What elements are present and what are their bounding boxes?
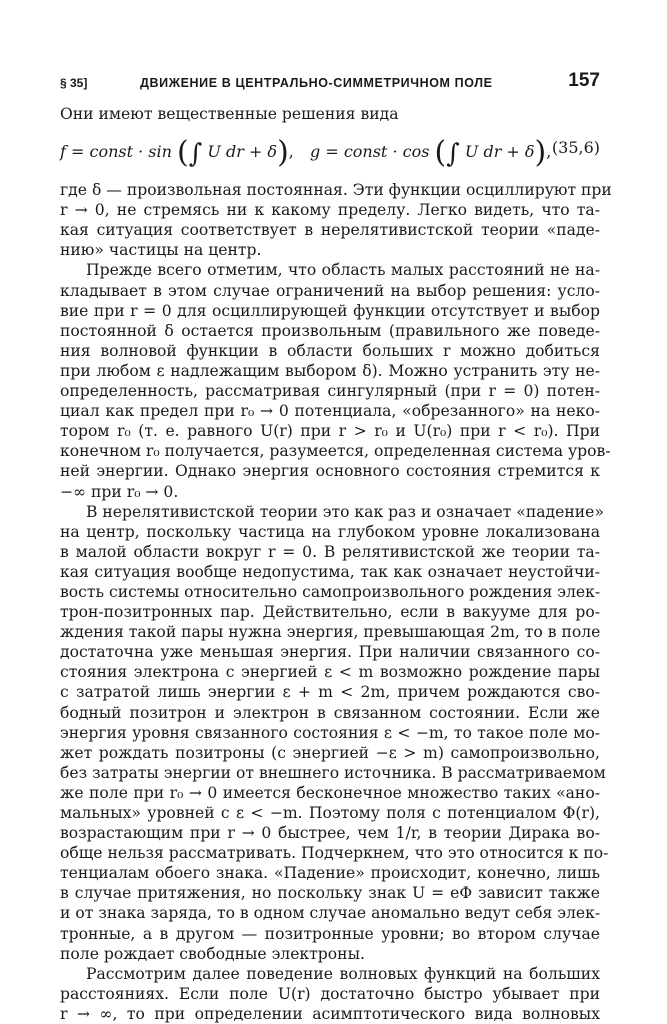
text-line: достаточна уже меньшая энергия. При наличии связанного со- [60,643,600,662]
text-line: −∞ при r₀ → 0. [60,482,179,501]
text-line: конечном r₀ получается, разумеется, определенная система уров- [60,442,611,461]
text-line: циал как предел при r₀ → 0 потенциала, «обрезанного» на неко- [60,402,600,421]
text-line: и от знака заряда, то в одном случае аномально ведут себя элек- [60,904,601,923]
text-line: бодный позитрон и электрон в связанном состоянии. Если же [60,703,600,722]
text-line: жет рождать позитроны (с энергией −ε > m) самопроизвольно, [60,743,600,762]
text-line: же поле при r₀ → 0 имеется бесконечное множество таких «ано- [60,783,600,802]
text-line: тронные, а в другом — позитронные уровни; во втором случае [60,924,600,943]
text-line: Рассмотрим далее поведение волновых функций на больших [86,964,600,983]
text-line: кая ситуация соответствует в нерелятивистской теории «паде- [60,221,600,240]
text-line: возрастающим при r → 0 быстрее, чем 1/r, в теории Дирака во- [60,824,600,843]
paren-close: ) [277,135,289,171]
text-line: где δ — произвольная постоянная. Эти функции осциллируют при [60,181,612,200]
text-line: определенность, рассматривая сингулярный (при r = 0) потен- [60,382,600,401]
text-line: обще нельзя рассматривать. Подчеркнем, что это относится к по- [60,844,609,863]
text-line: в случае притяжения, но поскольку знак U = eΦ зависит также [60,884,600,903]
text-line: энергия уровня связанного состояния ε < −m, то такое поле мо- [60,723,600,742]
page-body [60,104,612,1024]
equation-g-body: U dr + δ [464,142,535,162]
equation-f-lhs: f = const · sin [60,142,172,162]
equation-g-lhs: g = const · cos [310,142,430,162]
paren-close: ) [534,135,547,171]
text-line: расстояниях. Если поле U(r) достаточно быстро убывает при [60,984,600,1003]
paren-open: ( [434,135,447,171]
text-line: ждения такой пары нужна энергия, превышающая 2m, то в поле [60,623,601,642]
text-line: трон-позитронных пар. Действительно, если в вакууме для ро- [60,603,600,622]
page-number: 157 [568,70,600,91]
text-line: нию» частицы на центр. [60,241,262,260]
paragraph-2 [60,260,611,501]
text-line: r → ∞, то при определении асимптотического вида волновых [60,1004,600,1023]
equation-35-6 [60,126,600,176]
text-line: мальных» уровней с ε < −m. Поэтому поля с потенциалом Φ(r), [60,804,600,822]
equation-f-body: U dr + δ [207,142,278,162]
running-header [60,70,600,94]
paragraph-1 [60,180,612,260]
text-line: тенциалам обоего знака. «Падение» происходит, конечно, лишь [60,864,600,883]
section-marker: § 35] [60,76,88,90]
equation-g: g = const · cos (∫ U dr + δ), [310,135,552,171]
text-line: кладывает в этом случае ограничений на выбор решения: усло- [60,281,600,300]
integral-sign: ∫ [188,139,203,170]
text-line: в малой области вокруг r = 0. В релятивистской же теории та- [60,542,600,561]
text-line: r → 0, не стремясь ни к какому пределу. Легко видеть, что та- [60,201,600,220]
text-line: кая ситуация вообще недопустима, так как означает неустойчи- [60,562,600,581]
equation-f: f = const · sin (∫ U dr + δ), [60,135,294,171]
text-line: Прежде всего отметим, что область малых расстояний не на- [86,261,600,280]
intro-line: Они имеют вещественные решения вида [60,105,399,123]
paren-open: ( [177,135,189,171]
paragraph-4 [60,964,600,1024]
text-line: тором r₀ (т. е. равного U(r) при r > r₀ и U(r₀) при r < r₀). При [60,422,600,441]
text-line: В нерелятивистской теории это как раз и означает «падение» [86,502,604,521]
text-line: вие при r = 0 для осциллирующей функции отсутствует и выбор [60,301,600,320]
paragraph-3 [60,502,609,964]
text-line: стояния электрона с энергией ε < m возможно рождение пары [60,663,600,682]
text-line: на центр, поскольку частица на глубоком уровне локализована [60,522,600,541]
text-line: с затратой лишь энергии ε + m < 2m, причем рождаются сво- [60,683,600,702]
text-line: ней энергии. Однако энергия основного состояния стремится к [60,462,600,481]
integral-sign: ∫ [446,139,460,170]
text-line: без затраты энергии от внешнего источника. В рассматриваемом [60,763,606,782]
text-line: при любом ε надлежащим выбором δ). Можно устранить эту не- [60,361,600,380]
chapter-title: ДВИЖЕНИЕ В ЦЕНТРАЛЬНО-СИММЕТРИЧНОМ ПОЛЕ [140,76,493,90]
text-line: ния волновой функции в области больших r можно добиться [60,341,600,360]
text-line: вость системы относительно самопроизвольного рождения элек- [60,582,601,601]
text-line: поле рождает свободные электроны. [60,944,365,963]
text-line: постоянной δ остается произвольным (правильного же поведе- [60,321,600,340]
equation-number: (35,6) [551,138,600,158]
